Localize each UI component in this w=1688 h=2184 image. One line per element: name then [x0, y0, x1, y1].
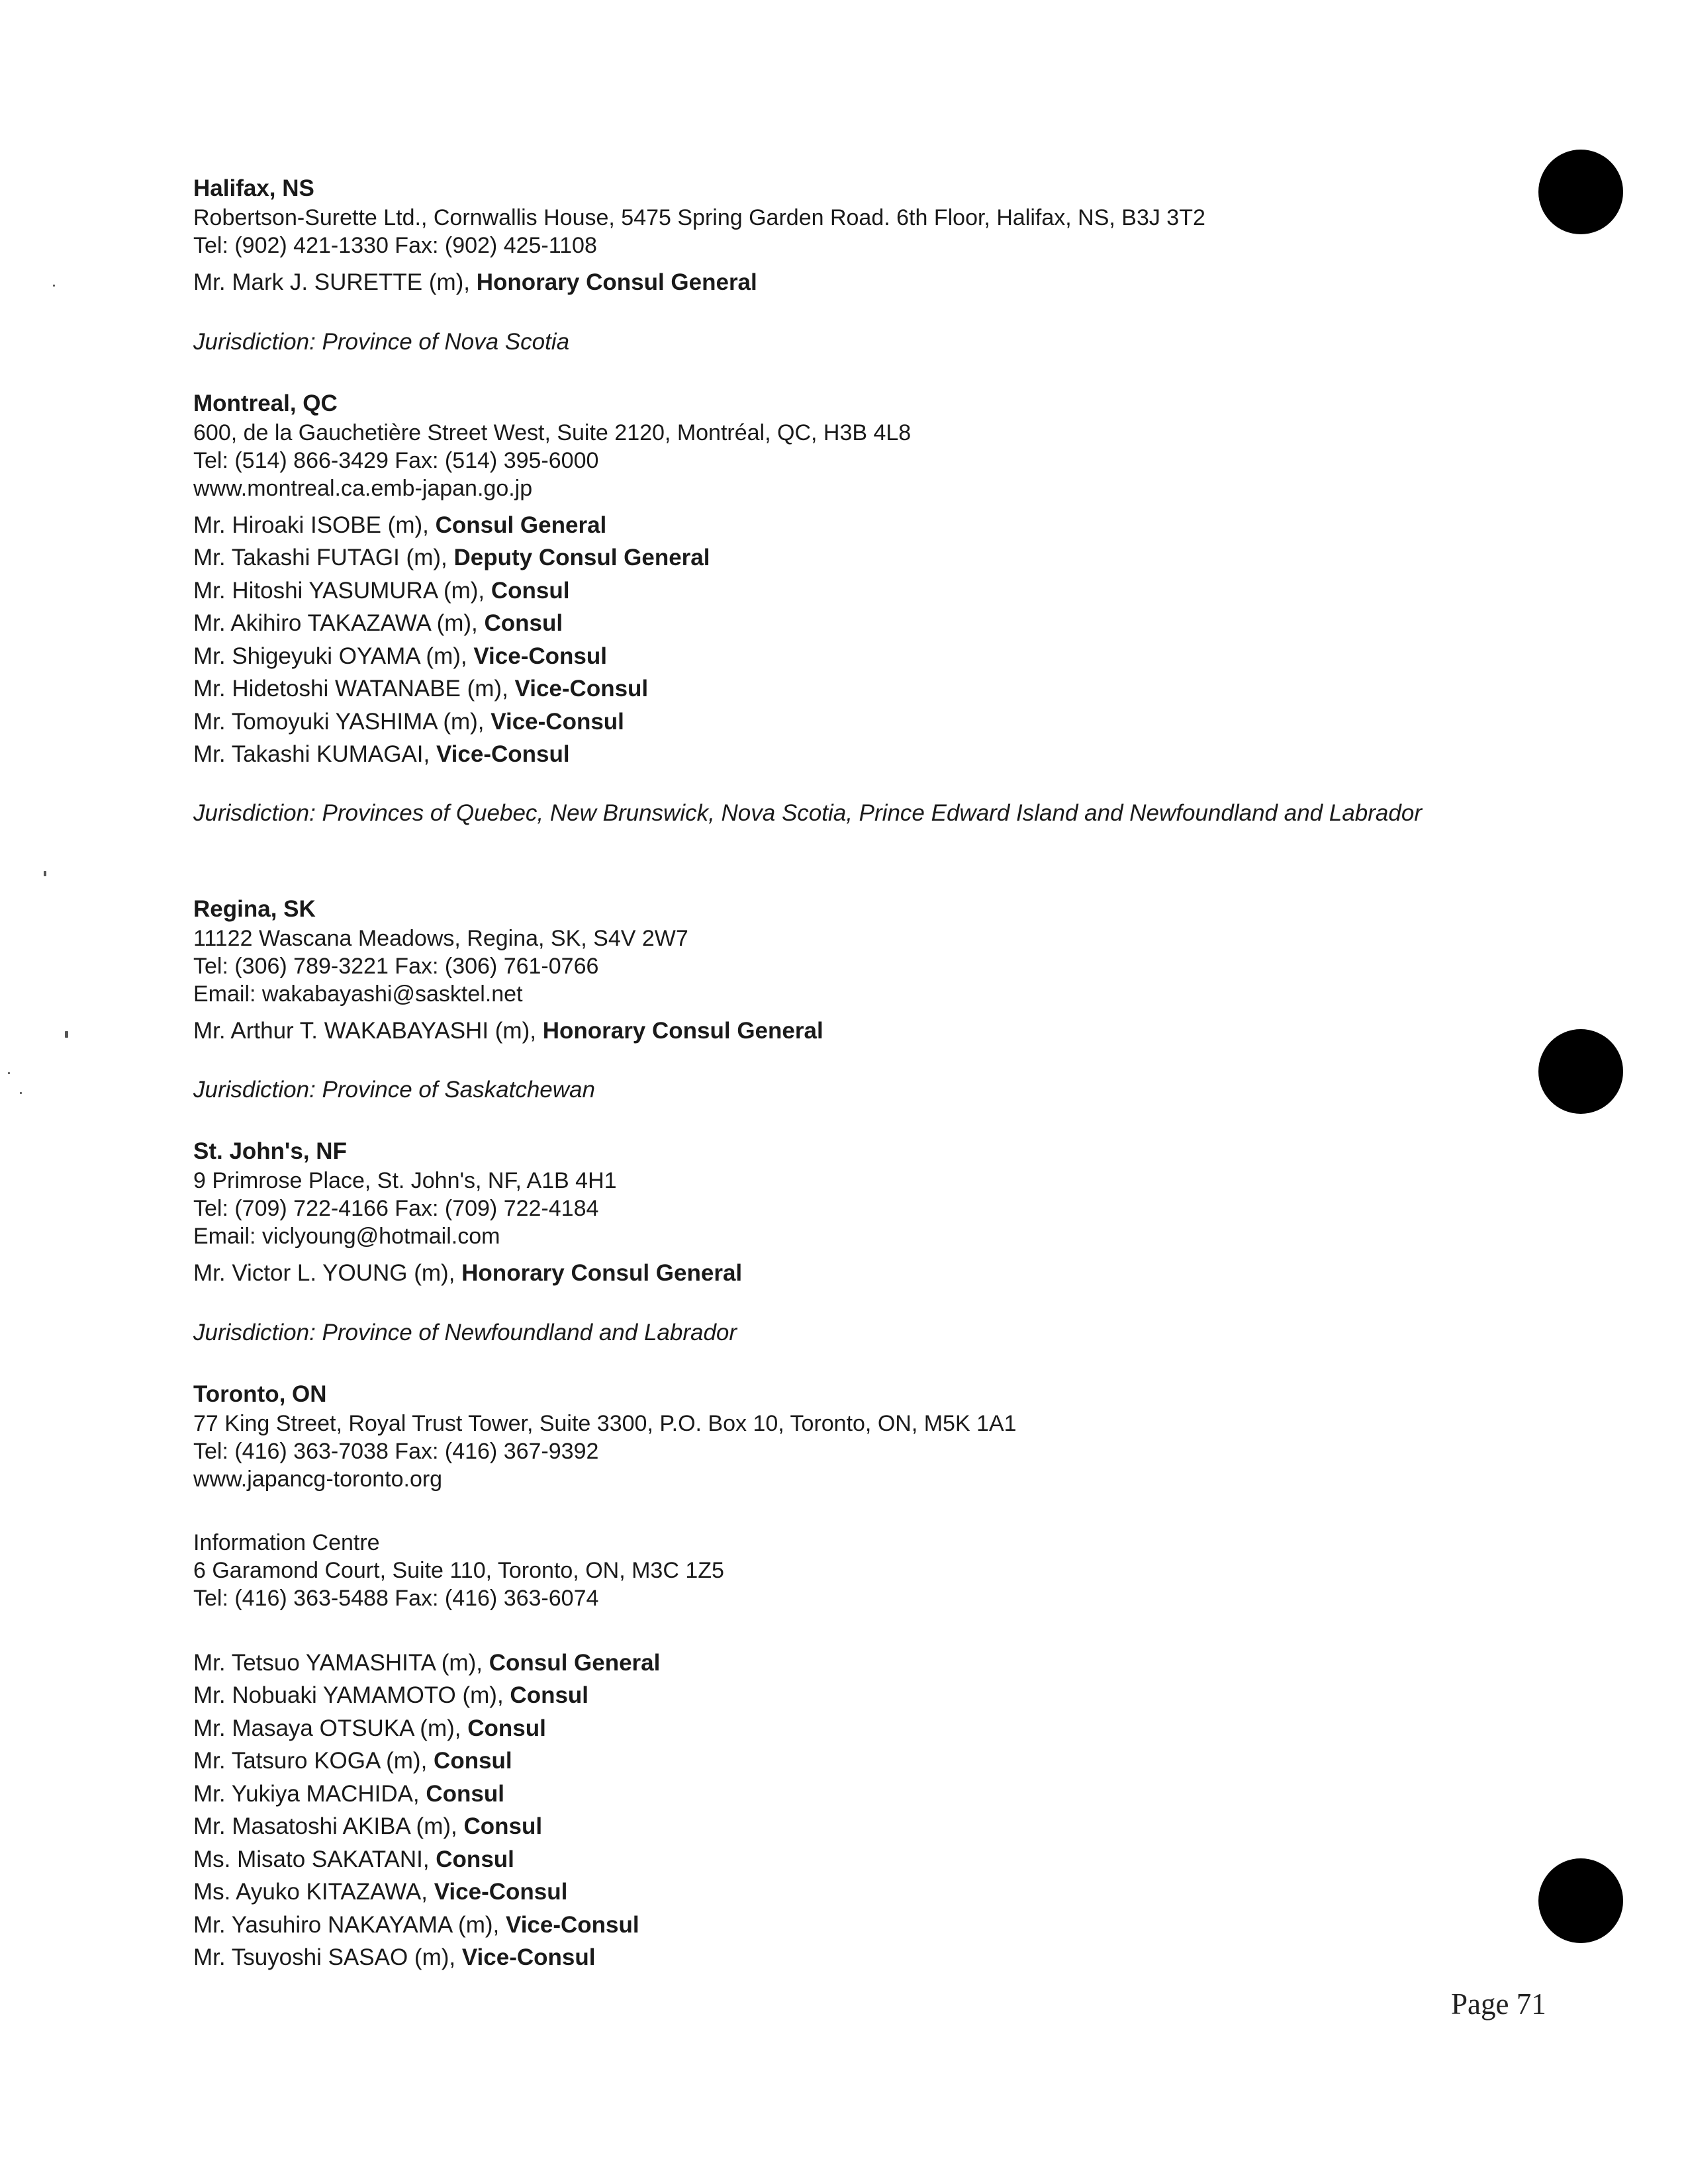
staff-title: Consul	[463, 1813, 543, 1839]
address: 600, de la Gauchetière Street West, Suite 2120, Montréal, QC, H3B 4L8	[193, 420, 912, 445]
staff-entry	[193, 1941, 1517, 1974]
staff-title: Consul	[484, 610, 563, 636]
consulate-regina	[193, 894, 1517, 1105]
staff-name: Ms. Ayuko KITAZAWA,	[193, 1879, 434, 1905]
punch-hole-top	[1538, 150, 1623, 234]
staff-title: Deputy Consul General	[453, 545, 710, 570]
staff-entry	[193, 1778, 1517, 1811]
staff-name: Mr. Hidetoshi WATANABE (m),	[193, 676, 515, 702]
staff-name: Mr. Shigeyuki OYAMA (m),	[193, 643, 474, 669]
scan-speck	[65, 1031, 68, 1038]
punch-hole-bottom	[1538, 1858, 1623, 1943]
staff-name: Mr. Tsuyoshi SASAO (m),	[193, 1944, 462, 1970]
scan-speck	[20, 1092, 22, 1094]
punch-hole-middle	[1538, 1029, 1623, 1114]
staff-entry	[193, 1647, 1517, 1680]
scan-speck	[8, 1072, 10, 1074]
jurisdiction: Jurisdiction: Province of Saskatchewan	[193, 1077, 595, 1103]
city-heading: St. John's, NF	[193, 1138, 347, 1164]
staff-title: Honorary Consul General	[461, 1260, 743, 1286]
info-centre-label: Information Centre	[193, 1529, 380, 1555]
consulate-toronto	[193, 1379, 1517, 1974]
staff-entry	[193, 509, 1517, 542]
page-number: Page 71	[1451, 1987, 1546, 2021]
consulate-halifax	[193, 173, 1517, 357]
staff-entry	[193, 266, 1517, 299]
staff-title: Vice-Consul	[461, 1944, 596, 1970]
jurisdiction: Jurisdiction: Province of Nova Scotia	[193, 328, 570, 355]
staff-title: Vice-Consul	[491, 708, 624, 735]
consulate-st-johns	[193, 1136, 1517, 1347]
scan-speck	[53, 285, 55, 287]
staff-name: Mr. Tatsuro KOGA (m),	[193, 1748, 434, 1774]
city-heading: Regina, SK	[193, 895, 316, 922]
staff-entry	[193, 1843, 1517, 1876]
staff-entry	[193, 738, 1517, 771]
staff-entry	[193, 705, 1517, 739]
jurisdiction: Jurisdiction: Provinces of Quebec, New Brunswick, Nova Scotia, Prince Edward Island and Newfoundland and Labrador	[193, 799, 1422, 826]
staff-entry	[193, 640, 1517, 673]
staff-name: Mr. Arthur T. WAKABAYASHI (m),	[193, 1017, 543, 1044]
staff-entry	[193, 1257, 1517, 1290]
staff-title: Honorary Consul General	[476, 269, 757, 295]
staff-entry	[193, 1876, 1517, 1909]
phone-fax: Tel: (709) 722-4166 Fax: (709) 722-4184	[193, 1196, 599, 1221]
email-link[interactable]: Email: viclyoung@hotmail.com	[193, 1224, 500, 1249]
phone-fax: Tel: (514) 866-3429 Fax: (514) 395-6000	[193, 447, 599, 473]
staff-entry	[193, 1745, 1517, 1778]
staff-title: Honorary Consul General	[542, 1017, 823, 1044]
staff-title: Consul	[436, 1846, 514, 1872]
city-heading: Montreal, QC	[193, 390, 338, 416]
staff-name: Mr. Tomoyuki YASHIMA (m),	[193, 708, 491, 735]
staff-title: Vice-Consul	[436, 741, 570, 767]
jurisdiction: Jurisdiction: Province of Newfoundland and Labrador	[193, 1319, 737, 1345]
staff-name: Mr. Akihiro TAKAZAWA (m),	[193, 610, 485, 636]
staff-title: Vice-Consul	[514, 676, 649, 702]
staff-name: Mr. Hitoshi YASUMURA (m),	[193, 577, 491, 604]
staff-title: Vice-Consul	[505, 1911, 639, 1938]
staff-name: Mr. Yasuhiro NAKAYAMA (m),	[193, 1911, 506, 1938]
staff-title: Consul	[426, 1780, 504, 1807]
staff-title: Consul	[434, 1748, 512, 1774]
staff-name: Mr. Takashi KUMAGAI,	[193, 741, 436, 767]
staff-title: Consul General	[489, 1649, 661, 1676]
phone-fax: Tel: (306) 789-3221 Fax: (306) 761-0766	[193, 953, 599, 979]
staff-name: Mr. Nobuaki YAMAMOTO (m),	[193, 1682, 510, 1708]
website-link[interactable]: www.montreal.ca.emb-japan.go.jp	[193, 475, 533, 501]
staff-name: Mr. Masaya OTSUKA (m),	[193, 1715, 468, 1741]
staff-name: Mr. Yukiya MACHIDA,	[193, 1780, 426, 1807]
info-centre-address: 6 Garamond Court, Suite 110, Toronto, ON, M3C 1Z5	[193, 1557, 724, 1583]
staff-title: Vice-Consul	[434, 1879, 568, 1905]
staff-title: Consul	[510, 1682, 589, 1708]
address: 11122 Wascana Meadows, Regina, SK, S4V 2W7	[193, 925, 688, 951]
info-centre-phone-fax: Tel: (416) 363-5488 Fax: (416) 363-6074	[193, 1585, 599, 1611]
staff-entry	[193, 607, 1517, 640]
staff-entry	[193, 1909, 1517, 1942]
address: Robertson-Surette Ltd., Cornwallis House, 5475 Spring Garden Road. 6th Floor, Halifax, NS, B3J 3T2	[193, 205, 1205, 230]
staff-title: Vice-Consul	[473, 643, 607, 669]
scan-speck	[44, 871, 46, 876]
staff-name: Mr. Tetsuo YAMASHITA (m),	[193, 1649, 489, 1676]
staff-name: Ms. Misato SAKATANI,	[193, 1846, 436, 1872]
phone-fax: Tel: (416) 363-7038 Fax: (416) 367-9392	[193, 1438, 599, 1464]
staff-name: Mr. Masatoshi AKIBA (m),	[193, 1813, 464, 1839]
staff-name: Mr. Mark J. SURETTE (m),	[193, 269, 477, 295]
staff-name: Mr. Victor L. YOUNG (m),	[193, 1260, 462, 1286]
city-heading: Halifax, NS	[193, 175, 314, 201]
staff-name: Mr. Hiroaki ISOBE (m),	[193, 512, 436, 538]
staff-title: Consul	[467, 1715, 546, 1741]
staff-name: Mr. Takashi FUTAGI (m),	[193, 545, 454, 570]
staff-entry	[193, 1679, 1517, 1712]
city-heading: Toronto, ON	[193, 1381, 327, 1407]
staff-title: Consul General	[435, 512, 607, 538]
staff-entry	[193, 672, 1517, 705]
address: 9 Primrose Place, St. John's, NF, A1B 4H1	[193, 1168, 617, 1193]
website-link[interactable]: www.japancg-toronto.org	[193, 1466, 443, 1492]
staff-title: Consul	[491, 577, 570, 604]
staff-entry	[193, 1810, 1517, 1843]
address: 77 King Street, Royal Trust Tower, Suite 3300, P.O. Box 10, Toronto, ON, M5K 1A1	[193, 1410, 1017, 1436]
consulate-montreal	[193, 388, 1517, 828]
staff-entry	[193, 1015, 1517, 1048]
phone-fax: Tel: (902) 421-1330 Fax: (902) 425-1108	[193, 233, 597, 258]
staff-entry	[193, 541, 1517, 574]
consulate-listing	[193, 173, 1517, 1974]
staff-entry	[193, 1712, 1517, 1745]
email-link[interactable]: Email: wakabayashi@sasktel.net	[193, 981, 523, 1007]
staff-entry	[193, 574, 1517, 608]
